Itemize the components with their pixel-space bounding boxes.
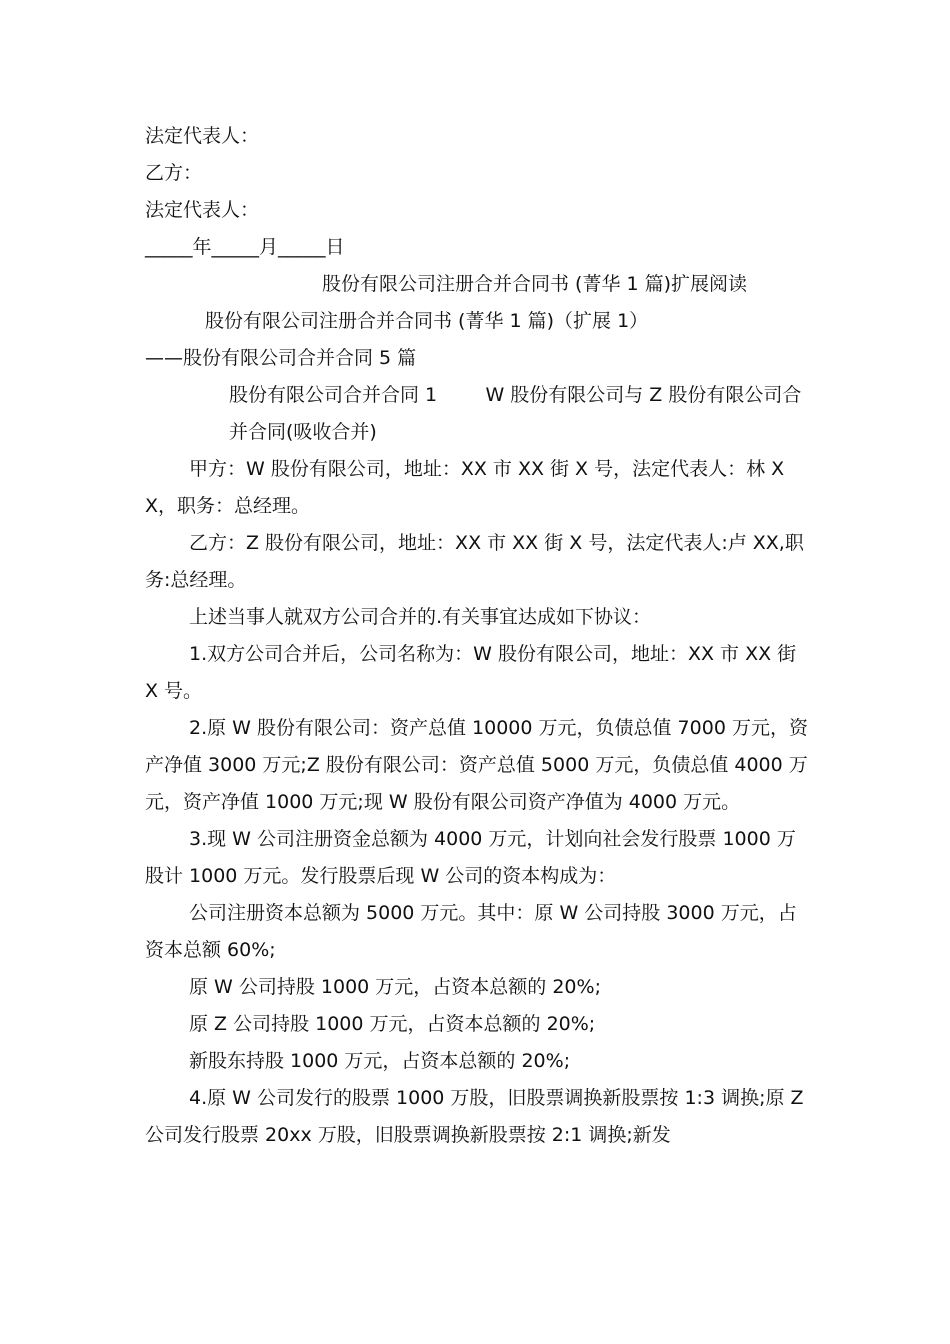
share-new-line: 新股东持股 1000 万元，占资本总额的 20%;: [189, 1050, 571, 1072]
extended-reading-subtitle: 股份有限公司注册合并合同书 (菁华 1 篇)（扩展 1）: [205, 310, 649, 332]
contract-title: 股份有限公司合并合同 1 W 股份有限公司与 Z 股份有限公司合并合同(吸收合并): [229, 384, 802, 443]
clause-4: 4.原 W 公司发行的股票 1000 万股，旧股票调换新股票按 1:3 调换;原 Z 公司发行股票 20xx 万股，旧股票调换新股票按 2:1 调换;新发: [145, 1087, 810, 1146]
clause-1: 1.双方公司合并后，公司名称为：W 股份有限公司，地址：XX 市 XX 街 X 号。: [145, 643, 803, 702]
party-a-paragraph: 甲方：W 股份有限公司，地址：XX 市 XX 街 X 号，法定代表人：林 XX，职务：总经理。: [145, 458, 785, 517]
share-w-line: 原 W 公司持股 1000 万元，占资本总额的 20%;: [189, 976, 601, 998]
extended-reading-title: 股份有限公司注册合并合同书 (菁华 1 篇)扩展阅读: [322, 273, 748, 295]
document-body: [145, 118, 810, 1154]
agreement-intro: 上述当事人就双方公司合并的.有关事宜达成如下协议：: [189, 606, 652, 628]
clause-3: 3.现 W 公司注册资金总额为 4000 万元，计划向社会发行股票 1000 万股计 1000 万元。发行股票后现 W 公司的资本构成为：: [145, 828, 796, 887]
capital-paragraph: 公司注册资本总额为 5000 万元。其中：原 W 公司持股 3000 万元，占资本总额 60%;: [145, 902, 797, 961]
legal-representative-line-2: 法定代表人：: [145, 199, 260, 221]
clause-2: 2.原 W 股份有限公司：资产总值 10000 万元，负债总值 7000 万元，资产净值 3000 万元;Z 股份有限公司：资产总值 5000 万元，负债总值 4000 万元，资产净值 1000 万元;现 W 股份有限公司资产净值为 4000 万元。: [145, 717, 808, 813]
party-b-paragraph: 乙方：Z 股份有限公司，地址：XX 市 XX 街 X 号，法定代表人:卢 XX,职务:总经理。: [145, 532, 804, 591]
party-b-line: 乙方：: [145, 162, 203, 184]
legal-representative-line: 法定代表人：: [145, 125, 260, 147]
section-title: ——股份有限公司合并合同 5 篇: [145, 347, 417, 369]
date-line: _____年_____月_____日: [145, 236, 345, 258]
share-z-line: 原 Z 公司持股 1000 万元，占资本总额的 20%;: [189, 1013, 596, 1035]
